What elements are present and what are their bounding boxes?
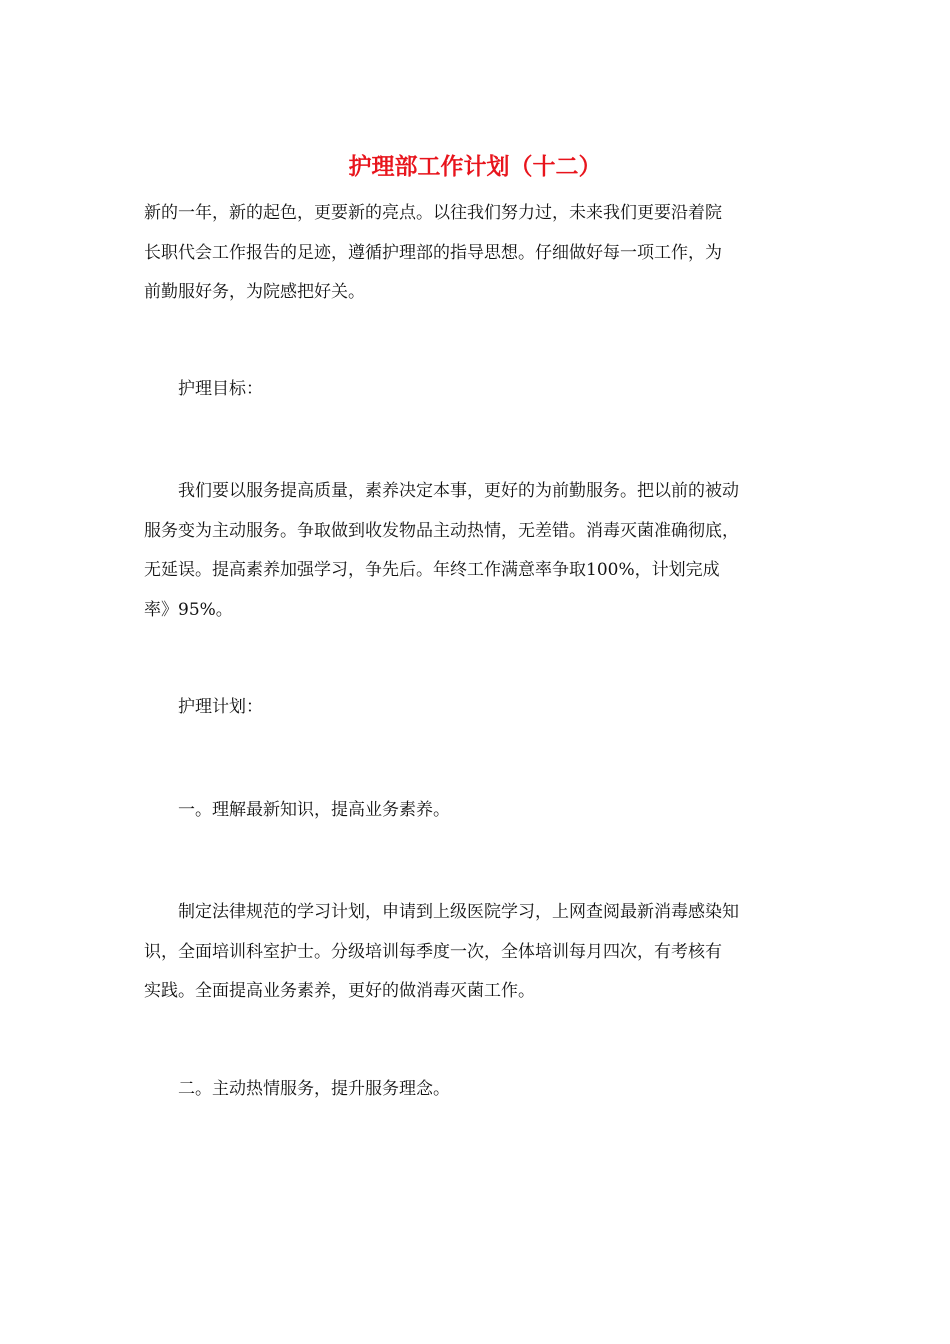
intro-line: 前勤服好务，为院感把好关。: [144, 282, 365, 302]
item2-heading: 二。主动热情服务，提升服务理念。: [178, 1079, 450, 1099]
goals-line: 我们要以服务提高质量，素养决定本事，更好的为前勤服务。把以前的被动: [178, 481, 739, 501]
plan-heading: 护理计划：: [178, 697, 263, 717]
item1-line: 识，全面培训科室护士。分级培训每季度一次，全体培训每月四次，有考核有: [144, 941, 722, 962]
intro-line: 长职代会工作报告的足迹，遵循护理部的指导思想。仔细做好每一项工作，为: [144, 242, 722, 263]
document-title: 护理部工作计划（十二）: [348, 153, 602, 180]
goals-line: 率》95%。: [144, 599, 233, 620]
item1-line: 制定法律规范的学习计划，申请到上级医院学习，上网查阅最新消毒感染知: [178, 902, 739, 922]
goals-heading: 护理目标：: [178, 379, 263, 399]
intro-paragraph: [144, 194, 804, 313]
goals-paragraph: [144, 472, 804, 630]
item1-paragraph: [144, 893, 804, 1012]
item1-heading: 一。理解最新知识，提高业务素养。: [178, 800, 450, 820]
intro-line: 新的一年，新的起色，更要新的亮点。以往我们努力过，未来我们更要沿着院: [144, 203, 722, 223]
goals-line: 无延误。提高素养加强学习，争先后。年终工作满意率争取100%，计划完成: [144, 560, 720, 580]
item1-line: 实践。全面提高业务素养，更好的做消毒灭菌工作。: [144, 981, 535, 1001]
goals-line: 服务变为主动服务。争取做到收发物品主动热情，无差错。消毒灭菌准确彻底，: [144, 520, 739, 541]
